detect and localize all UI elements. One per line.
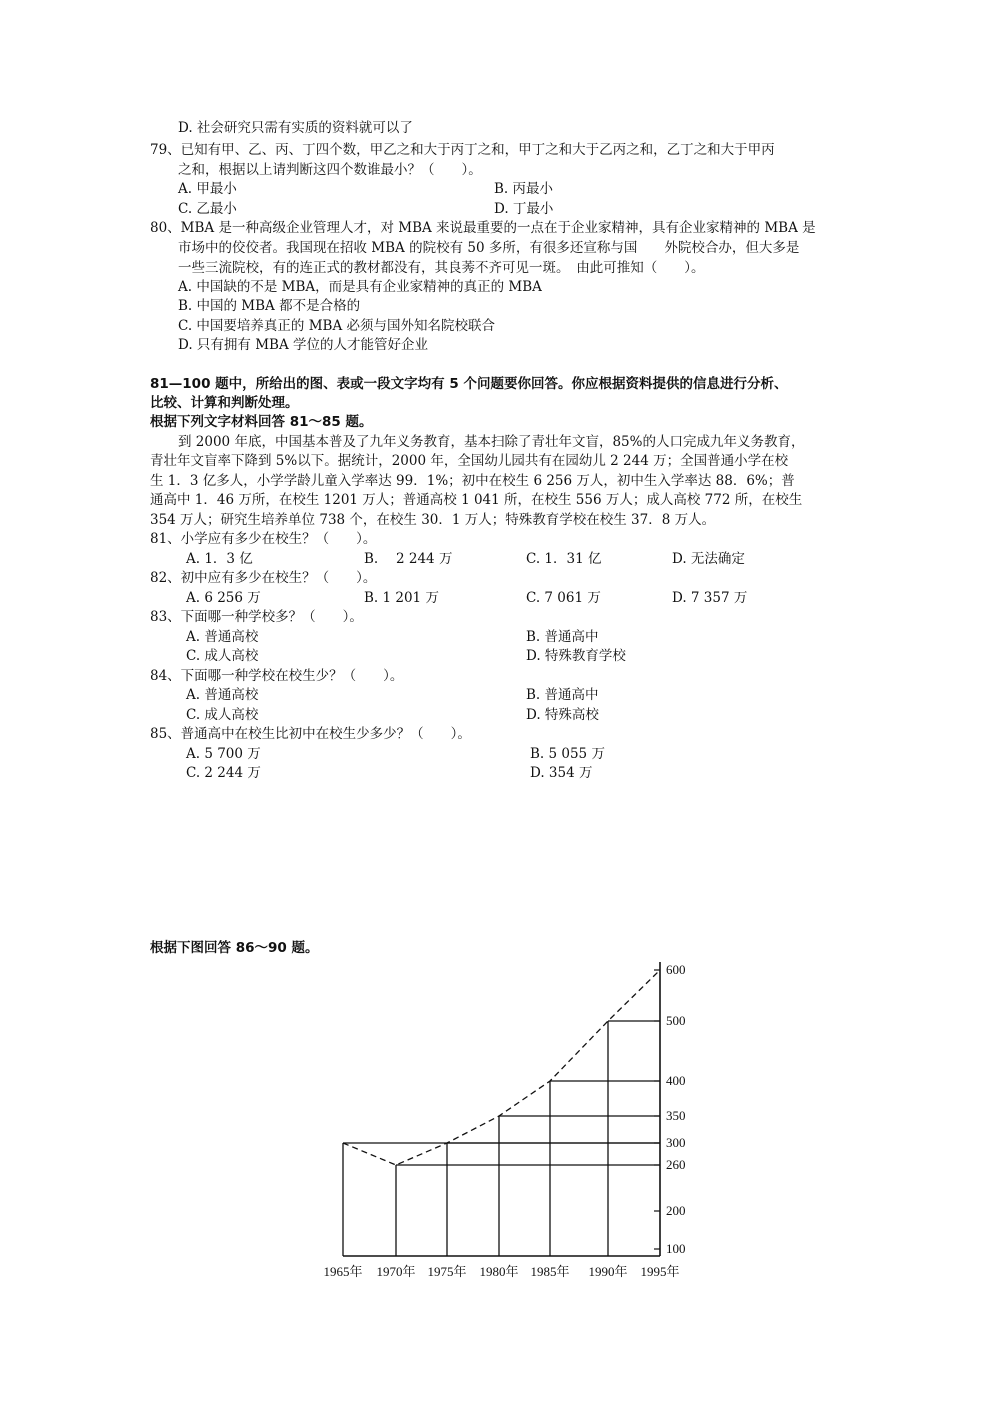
- y-tick-label-200: 200: [666, 1203, 686, 1218]
- q80-stem-line1: 80、MBA 是一种高级企业管理人才，对 MBA 来说最重要的一点在于企业家精神，具有企业家精神的 MBA 是: [150, 220, 816, 236]
- q83-option-d: D. 特殊教育学校: [526, 648, 626, 664]
- q84-option-a: A. 普通高校: [186, 687, 259, 703]
- q84-option-c: C. 成人高校: [186, 707, 259, 723]
- q79-option-d: D. 丁最小: [494, 201, 554, 217]
- q82-option-b: B. 1 201 万: [364, 590, 439, 606]
- q85-option-a: A. 5 700 万: [186, 746, 261, 762]
- q83-stem: 83、下面哪一种学校多？（ ）。: [150, 609, 363, 625]
- y-tick-label-500: 500: [666, 1013, 686, 1028]
- q83-option-a: A. 普通高校: [186, 629, 259, 645]
- x-tick-label-1990年: 1990年: [588, 1264, 628, 1279]
- q81-stem: 81、小学应有多少在校生？（ ）。: [150, 531, 377, 547]
- x-tick-label-1970年: 1970年: [376, 1264, 416, 1279]
- x-tick-label-1965年: 1965年: [323, 1264, 363, 1279]
- q82-option-d: D. 7 357 万: [672, 590, 748, 606]
- x-tick-label-1995年: 1995年: [640, 1264, 680, 1279]
- y-tick-label-300: 300: [666, 1135, 686, 1150]
- section-instruction-line1: 81—100 题中，所给出的图、表或一段文字均有 5 个问题要你回答。你应根据资料提供的信息进行分析、: [150, 376, 788, 392]
- passage-line4: 通高中 1．46 万所，在校生 1201 万人；普通高校 1 041 所，在校生 556 万人；成人高校 772 所，在校生: [150, 492, 803, 508]
- q79-option-a: A. 甲最小: [178, 181, 237, 197]
- q83-option-c: C. 成人高校: [186, 648, 259, 664]
- q85-option-c: C. 2 244 万: [186, 765, 261, 781]
- passage-line3: 生 1．3 亿多人，小学学龄儿童入学率达 99．1%；初中在校生 6 256 万人，初中生入学率达 88．6%；普: [150, 473, 795, 489]
- q82-option-c: C. 7 061 万: [526, 590, 601, 606]
- q82-stem: 82、初中应有多少在校生？（ ）。: [150, 570, 377, 586]
- q80-stem-line2: 市场中的佼佼者。我国现在招收 MBA 的院校有 50 多所，有很多还宣称与国 外院校合办，但大多是: [178, 240, 800, 256]
- y-tick-label-400: 400: [666, 1073, 686, 1088]
- y-tick-label-350: 350: [666, 1108, 686, 1123]
- q79-option-b: B. 丙最小: [494, 181, 554, 197]
- q80-option-d: D. 只有拥有 MBA 学位的人才能管好企业: [178, 337, 429, 353]
- section-intro-81-85: 根据下列文字材料回答 81～85 题。: [150, 414, 373, 430]
- q79-stem-line1: 79、已知有甲、乙、丙、丁四个数，甲乙之和大于丙丁之和，甲丁之和大于乙丙之和，乙丁之和大于甲丙: [150, 142, 775, 158]
- q80-option-c: C. 中国要培养真正的 MBA 必须与国外知名院校联合: [178, 318, 496, 334]
- q79-option-c: C. 乙最小: [178, 201, 237, 217]
- x-tick-label-1975年: 1975年: [427, 1264, 467, 1279]
- q79-stem-line2: 之和，根据以上请判断这四个数谁最小？（ ）。: [178, 162, 482, 178]
- x-tick-label-1980年: 1980年: [479, 1264, 519, 1279]
- chart-intro-86-90: 根据下图回答 86～90 题。: [150, 940, 319, 956]
- q80-option-b: B. 中国的 MBA 都不是合格的: [178, 298, 361, 314]
- q80-option-a: A. 中国缺的不是 MBA，而是具有企业家精神的真正的 MBA: [178, 279, 542, 295]
- q81-option-c: C. 1．31 亿: [526, 551, 602, 567]
- q81-option-d: D. 无法确定: [672, 551, 745, 567]
- q85-stem: 85、普通高中在校生比初中在校生少多少？（ ）。: [150, 726, 471, 742]
- passage-line5: 354 万人；研究生培养单位 738 个，在校生 30．1 万人；特殊教育学校在校生 37．8 万人。: [150, 512, 716, 528]
- passage-line2: 青壮年文盲率下降到 5%以下。据统计，2000 年，全国幼儿园共有在园幼儿 2 244 万；全国普通小学在校: [150, 453, 789, 469]
- y-tick-label-600: 600: [666, 962, 686, 977]
- section-instruction-line2: 比较、计算和判断处理。: [150, 395, 299, 411]
- passage-line1: 到 2000 年底，中国基本普及了九年义务教育，基本扫除了青壮年文盲，85%的人口完成九年义务教育，: [178, 434, 805, 450]
- q82-option-a: A. 6 256 万: [186, 590, 261, 606]
- q84-option-b: B. 普通高中: [526, 687, 599, 703]
- q85-option-b: B. 5 055 万: [530, 746, 605, 762]
- trend-dashed-line: [343, 970, 660, 1165]
- q81-option-b: B. 2 244 万: [364, 551, 453, 567]
- q83-option-b: B. 普通高中: [526, 629, 599, 645]
- y-tick-label-260: 260: [666, 1157, 686, 1172]
- y-tick-label-100: 100: [666, 1241, 686, 1256]
- q80-stem-line3: 一些三流院校，有的连正式的教材都没有，其良莠不齐可见一斑。 由此可推知（ ）。: [178, 260, 705, 276]
- q78-option-d: D. 社会研究只需有实质的资料就可以了: [178, 120, 413, 136]
- x-tick-label-1985年: 1985年: [530, 1264, 570, 1279]
- q81-option-a: A. 1．3 亿: [186, 551, 253, 567]
- q84-stem: 84、下面哪一种学校在校生少？（ ）。: [150, 668, 404, 684]
- q84-option-d: D. 特殊高校: [526, 707, 599, 723]
- q85-option-d: D. 354 万: [530, 765, 593, 781]
